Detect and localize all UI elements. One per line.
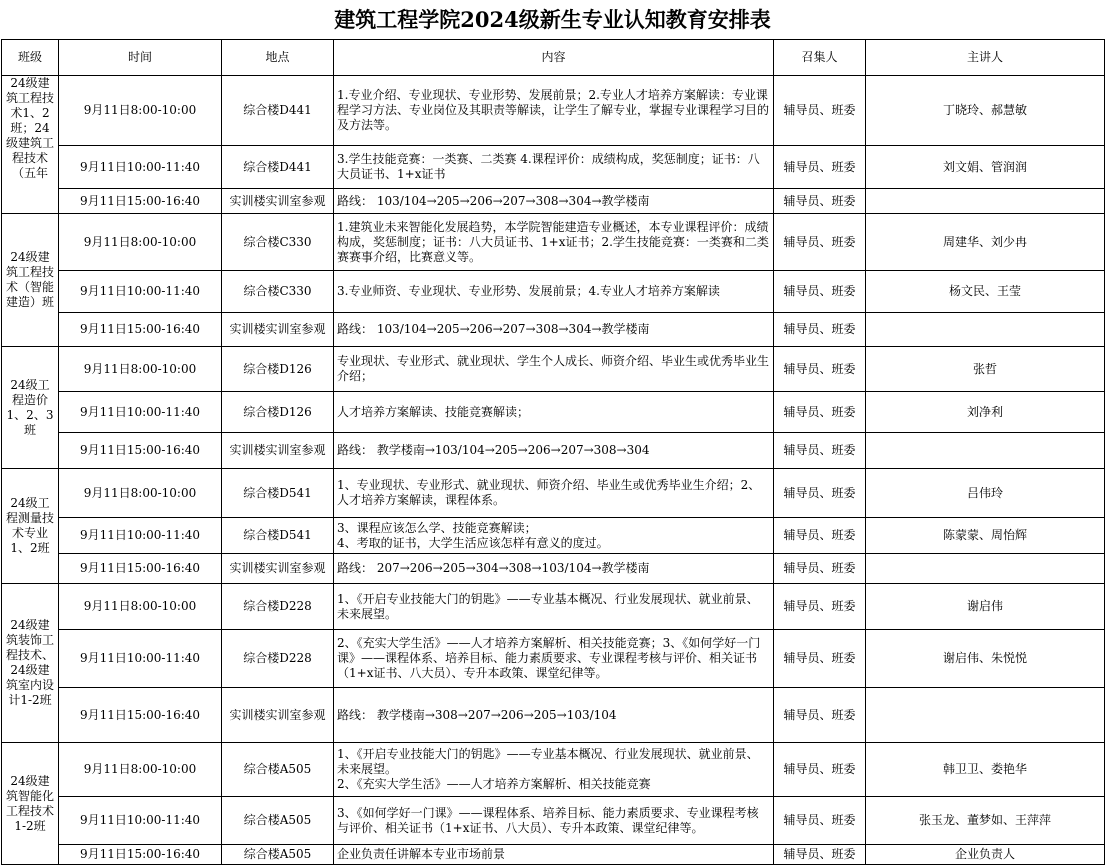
- content-cell: 1、专业现状、专业形式、就业现状、师资介绍、毕业生或优秀毕业生介绍；2、人才培养方案解读，课程体系。: [334, 469, 774, 518]
- convener-cell: 辅导员、班委: [774, 146, 866, 189]
- place-cell: 综合楼A505: [222, 797, 334, 845]
- class-cell: [2, 214, 59, 347]
- content-cell: 1、《开启专业技能大门的钥匙》——专业基本概况、行业发展现状、就业前景、未来展望。 2、《充实大学生活》——人才培养方案解析、相关技能竞赛: [334, 743, 774, 797]
- speaker-cell: 陈蒙蒙、周怡辉: [866, 518, 1105, 554]
- class-cell: [2, 743, 59, 865]
- page-title: 建筑工程学院2024级新生专业认知教育安排表: [334, 7, 771, 32]
- header-place: 地点: [222, 40, 334, 76]
- speaker-cell: 杨文民、王莹: [866, 271, 1105, 313]
- convener-cell: 辅导员、班委: [774, 797, 866, 845]
- header-speaker: 主讲人: [866, 40, 1105, 76]
- header-convener: 召集人: [774, 40, 866, 76]
- time-cell: 9月11日8:00-10:00: [59, 214, 222, 271]
- content-cell: 3.学生技能竞赛：一类赛、二类赛 4.课程评价：成绩构成，奖惩制度；证书：八大员证书、1+x证书: [334, 146, 774, 189]
- content-cell: 企业负责任讲解本专业市场前景: [334, 845, 774, 865]
- place-cell: 实训楼实训室参观: [222, 313, 334, 347]
- time-cell: 9月11日15:00-16:40: [59, 554, 222, 584]
- speaker-cell: 谢启伟: [866, 584, 1105, 630]
- table-row: [2, 347, 1105, 392]
- class-name: 24级建筑工程技术（智能建造）班: [5, 250, 54, 309]
- convener-cell: 辅导员、班委: [774, 518, 866, 554]
- time-cell: 9月11日15:00-16:40: [59, 845, 222, 865]
- time-cell: 9月11日8:00-10:00: [59, 76, 222, 146]
- class-name: 24级建筑智能化工程技术1-2班: [5, 773, 54, 833]
- place-cell: 综合楼C330: [222, 214, 334, 271]
- time-cell: 9月11日10:00-11:40: [59, 797, 222, 845]
- time-cell: 9月11日15:00-16:40: [59, 433, 222, 469]
- table-row: [2, 584, 1105, 630]
- table-row: [2, 688, 1105, 743]
- speaker-cell: 吕伟玲: [866, 469, 1105, 518]
- table-row: [2, 554, 1105, 584]
- speaker-cell: [866, 313, 1105, 347]
- class-name: 24级建筑装饰工程技术、24级建筑室内设计1-2班: [5, 618, 54, 707]
- place-cell: 综合楼A505: [222, 743, 334, 797]
- convener-cell: 辅导员、班委: [774, 271, 866, 313]
- place-cell: 综合楼D126: [222, 392, 334, 433]
- convener-cell: 辅导员、班委: [774, 584, 866, 630]
- place-cell: 实训楼实训室参观: [222, 189, 334, 214]
- content-cell: 1.建筑业未来智能化发展趋势，本学院智能建造专业概述，本专业课程评价：成绩构成，奖惩制度；证书：八大员证书、1+x证书；2.学生技能竞赛：一类赛和二类赛赛事介绍，比赛意义等。: [334, 214, 774, 271]
- convener-cell: 辅导员、班委: [774, 554, 866, 584]
- place-cell: 综合楼D541: [222, 469, 334, 518]
- table-row: [2, 797, 1105, 845]
- table-row: [2, 630, 1105, 688]
- place-cell: 综合楼D126: [222, 347, 334, 392]
- table-row: [2, 469, 1105, 518]
- content-cell: 路线： 103/104→205→206→207→308→304→教学楼南: [334, 189, 774, 214]
- table-row: [2, 271, 1105, 313]
- content-cell: 2、《充实大学生活》——人才培养方案解析、相关技能竞赛；3、《如何学好一门课》——课程体系、培养目标、能力素质要求、专业课程考核与评价、相关证书（1+x证书、八大员）、专升本政策、课堂纪律等。: [334, 630, 774, 688]
- convener-cell: 辅导员、班委: [774, 76, 866, 146]
- class-cell: [2, 76, 59, 214]
- speaker-cell: [866, 688, 1105, 743]
- convener-cell: 辅导员、班委: [774, 313, 866, 347]
- convener-cell: 辅导员、班委: [774, 189, 866, 214]
- class-name: 24级工程测量技术专业1、2班: [5, 496, 54, 555]
- class-cell: [2, 584, 59, 743]
- speaker-cell: 韩卫卫、娄艳华: [866, 743, 1105, 797]
- content-cell: 人才培养方案解读、技能竞赛解读；: [334, 392, 774, 433]
- time-cell: 9月11日8:00-10:00: [59, 743, 222, 797]
- time-cell: 9月11日15:00-16:40: [59, 688, 222, 743]
- place-cell: 综合楼C330: [222, 271, 334, 313]
- place-cell: 综合楼D228: [222, 584, 334, 630]
- content-cell: 3.专业师资、专业现状、专业形势、发展前景；4.专业人才培养方案解读: [334, 271, 774, 313]
- time-cell: 9月11日10:00-11:40: [59, 518, 222, 554]
- speaker-cell: 刘净利: [866, 392, 1105, 433]
- convener-cell: 辅导员、班委: [774, 630, 866, 688]
- speaker-cell: 张哲: [866, 347, 1105, 392]
- convener-cell: 辅导员、班委: [774, 433, 866, 469]
- place-cell: 实训楼实训室参观: [222, 554, 334, 584]
- table-row: [2, 189, 1105, 214]
- time-cell: 9月11日15:00-16:40: [59, 189, 222, 214]
- time-cell: 9月11日15:00-16:40: [59, 313, 222, 347]
- convener-cell: 辅导员、班委: [774, 688, 866, 743]
- speaker-cell: 周建华、刘少冉: [866, 214, 1105, 271]
- content-cell: 路线： 教学楼南→308→207→206→205→103/104: [334, 688, 774, 743]
- class-name: 24级建筑工程技术1、2班；24级建筑工程技术（五年: [5, 76, 54, 180]
- speaker-cell: [866, 189, 1105, 214]
- content-text: 3、《如何学好一门课》——课程体系、培养目标、能力素质要求、专业课程考核与评价、相关证书（1+x证书、八大员）、专升本政策、课堂纪律等。: [337, 805, 759, 835]
- convener-cell: 辅导员、班委: [774, 845, 866, 865]
- header-time: 时间: [59, 40, 222, 76]
- table-row: [2, 392, 1105, 433]
- table-row: [2, 214, 1105, 271]
- content-cell: 路线： 103/104→205→206→207→308→304→教学楼南: [334, 313, 774, 347]
- place-cell: 实训楼实训室参观: [222, 688, 334, 743]
- table-row: [2, 433, 1105, 469]
- speaker-cell: [866, 554, 1105, 584]
- speaker-cell: [866, 433, 1105, 469]
- place-cell: 综合楼D228: [222, 630, 334, 688]
- table-row: [2, 146, 1105, 189]
- time-cell: 9月11日10:00-11:40: [59, 392, 222, 433]
- content-cell: 路线： 207→206→205→304→308→103/104→教学楼南: [334, 554, 774, 584]
- content-cell: 1.专业介绍、专业现状、专业形势、发展前景；2.专业人才培养方案解读：专业课程学习方法、专业岗位及其职责等解读，让学生了解专业，掌握专业课程学习目的及方法等。: [334, 76, 774, 146]
- table-row: [2, 743, 1105, 797]
- speaker-cell: 谢启伟、朱悦悦: [866, 630, 1105, 688]
- speaker-cell: 丁晓玲、郝慧敏: [866, 76, 1105, 146]
- time-cell: 9月11日8:00-10:00: [59, 584, 222, 630]
- convener-cell: 辅导员、班委: [774, 392, 866, 433]
- time-cell: 9月11日8:00-10:00: [59, 347, 222, 392]
- content-cell: 路线： 教学楼南→103/104→205→206→207→308→304: [334, 433, 774, 469]
- header-content: 内容: [334, 40, 774, 76]
- place-cell: 综合楼D441: [222, 76, 334, 146]
- convener-cell: 辅导员、班委: [774, 347, 866, 392]
- content-cell: [334, 797, 774, 845]
- class-name: 24级工程造价1、2、3班: [6, 377, 54, 437]
- content-cell: 1、《开启专业技能大门的钥匙》——专业基本概况、行业发展现状、就业前景、未来展望。: [334, 584, 774, 630]
- content-cell: 专业现状、专业形式、就业现状、学生个人成长、师资介绍、毕业生或优秀毕业生介绍；: [334, 347, 774, 392]
- header-class: 班级: [2, 40, 59, 76]
- place-cell: 综合楼A505: [222, 845, 334, 865]
- class-cell: [2, 469, 59, 584]
- place-cell: 实训楼实训室参观: [222, 433, 334, 469]
- time-cell: 9月11日8:00-10:00: [59, 469, 222, 518]
- convener-cell: 辅导员、班委: [774, 469, 866, 518]
- table-row: [2, 518, 1105, 554]
- table-row: [2, 313, 1105, 347]
- speaker-cell: 企业负责人: [866, 845, 1105, 865]
- place-cell: 综合楼D541: [222, 518, 334, 554]
- speaker-cell: 张玉龙、董梦如、王萍萍: [866, 797, 1105, 845]
- convener-cell: 辅导员、班委: [774, 214, 866, 271]
- convener-cell: 辅导员、班委: [774, 743, 866, 797]
- time-cell: 9月11日10:00-11:40: [59, 146, 222, 189]
- class-cell: [2, 347, 59, 469]
- time-cell: 9月11日10:00-11:40: [59, 271, 222, 313]
- content-cell: 3、课程应该怎么学、技能竞赛解读； 4、考取的证书，大学生活应该怎样有意义的度过。: [334, 518, 774, 554]
- table-row: [2, 845, 1105, 865]
- header-row: [2, 40, 1105, 76]
- speaker-cell: 刘文娟、管润润: [866, 146, 1105, 189]
- schedule-table: [1, 39, 1105, 865]
- place-cell: 综合楼D441: [222, 146, 334, 189]
- time-cell: 9月11日10:00-11:40: [59, 630, 222, 688]
- table-row: [2, 76, 1105, 146]
